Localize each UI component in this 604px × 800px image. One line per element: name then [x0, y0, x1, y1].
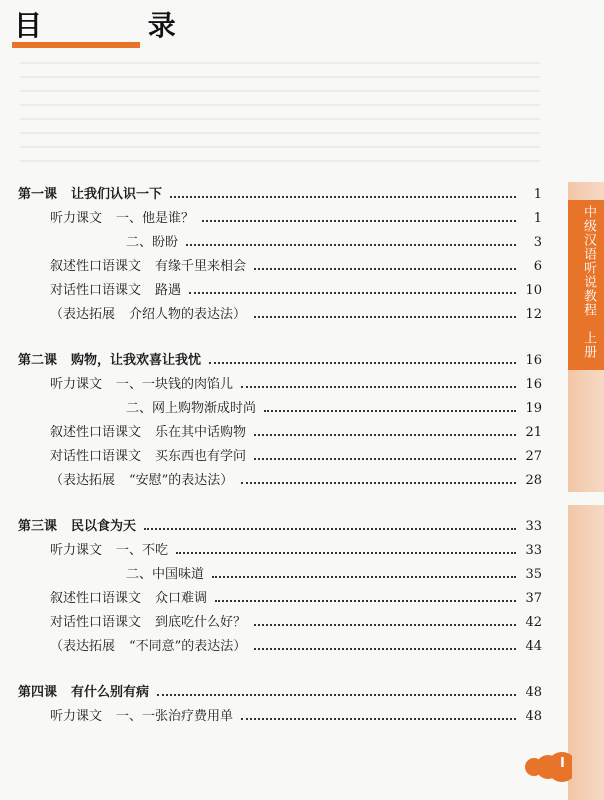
entry-type: 听力课文: [50, 211, 103, 226]
dot-leader: [212, 576, 516, 578]
page-ref: 19: [525, 401, 542, 416]
entry-title: “不同意”的表达法）: [129, 639, 247, 654]
entry-type: 对话性口语课文: [50, 615, 142, 630]
dot-leader: [264, 410, 516, 412]
toc-entry-row[interactable]: [50, 444, 542, 464]
lesson-heading: [18, 349, 201, 368]
entry-type: 听力课文: [50, 377, 103, 392]
entry-title: 有缘千里来相会: [155, 259, 247, 274]
lesson-number: 第三课: [18, 519, 58, 534]
entry-type: 叙述性口语课文: [50, 259, 142, 274]
toc-entry-row[interactable]: [50, 206, 542, 226]
page-number: I: [560, 756, 565, 771]
bleed-through-texture: [20, 62, 540, 172]
dot-leader: [189, 292, 516, 294]
dot-leader: [215, 600, 516, 602]
entry-type: （表达拓展: [50, 639, 116, 654]
page-ref: 12: [525, 307, 542, 322]
entry-type: 对话性口语课文: [50, 283, 142, 298]
entry-title: “安慰”的表达法）: [129, 473, 234, 488]
page-ref: 21: [525, 425, 542, 440]
page-ref: 48: [525, 709, 542, 724]
page-ref: 16: [525, 377, 542, 392]
dot-leader: [176, 552, 516, 554]
toc-entry-row[interactable]: [50, 634, 542, 654]
toc-entry-row[interactable]: [126, 562, 542, 582]
dot-leader: [254, 458, 516, 460]
page-ref: 33: [525, 543, 542, 558]
page-ref: 1: [533, 187, 542, 202]
entry-title: 众口难调: [155, 591, 208, 606]
entry-title: 二、网上购物渐成时尚: [126, 401, 257, 416]
title-underline: [12, 42, 140, 48]
side-tab-lower: [568, 505, 604, 800]
toc-entry-row[interactable]: [50, 610, 542, 630]
toc-entry-row[interactable]: [50, 372, 542, 392]
page-ref: 10: [525, 283, 542, 298]
lesson-title: 让我们认识一下: [71, 187, 163, 202]
page-ref: 33: [525, 519, 542, 534]
entry-title: 二、盼盼: [126, 235, 179, 250]
page-ref: 44: [525, 639, 542, 654]
toc-entry-row[interactable]: [50, 254, 542, 274]
toc-entry-row[interactable]: [126, 230, 542, 250]
dot-leader: [254, 434, 516, 436]
entry-type: （表达拓展: [50, 307, 116, 322]
entry-type: 听力课文: [50, 543, 103, 558]
entry-title: 一、一张治疗费用单: [116, 709, 234, 724]
lesson-heading: [18, 515, 136, 534]
lesson-title: 有什么别有病: [71, 685, 150, 700]
dot-leader: [254, 624, 516, 626]
lesson-heading: [18, 183, 162, 202]
page-ref: 16: [525, 353, 542, 368]
dot-leader: [157, 694, 516, 696]
toc-lesson-row[interactable]: [18, 514, 542, 534]
entry-title: 路遇: [155, 283, 182, 298]
dot-leader: [241, 482, 516, 484]
toc-entry-row[interactable]: [50, 704, 542, 724]
dot-leader: [209, 362, 516, 364]
page-ref: 1: [533, 211, 542, 226]
dot-leader: [241, 386, 516, 388]
entry-title: 乐在其中话购物: [155, 425, 247, 440]
entry-title: 一、不吃: [116, 543, 169, 558]
toc-entry-row[interactable]: [50, 538, 542, 558]
lesson-title: 购物，让我欢喜让我忧: [71, 353, 202, 368]
entry-title: 到底吃什么好？: [155, 615, 247, 630]
dot-leader: [170, 196, 516, 198]
entry-title: 介绍人物的表达法）: [129, 307, 247, 322]
toc-entry-row[interactable]: [50, 278, 542, 298]
entry-type: 叙述性口语课文: [50, 425, 142, 440]
toc-entry-row[interactable]: [50, 468, 542, 488]
page-ref: 48: [525, 685, 542, 700]
dot-leader: [144, 528, 516, 530]
toc-lesson-row[interactable]: [18, 680, 542, 700]
entry-type: 听力课文: [50, 709, 103, 724]
page-ref: 42: [525, 615, 542, 630]
toc-entry-row[interactable]: [50, 420, 542, 440]
toc-lesson-row[interactable]: [18, 182, 542, 202]
lesson-title: 民以食为天: [71, 519, 137, 534]
toc-lesson-row[interactable]: [18, 348, 542, 368]
page-ref: 27: [525, 449, 542, 464]
dot-leader: [202, 220, 516, 222]
lesson-number: 第四课: [18, 685, 58, 700]
page-ref: 6: [533, 259, 542, 274]
dot-leader: [241, 718, 516, 720]
page-ref: 35: [525, 567, 542, 582]
dot-leader: [254, 268, 516, 270]
entry-type: （表达拓展: [50, 473, 116, 488]
page-title: 目 录: [14, 9, 224, 42]
entry-title: 一、他是谁？: [116, 211, 195, 226]
entry-title: 一、一块钱的肉馅儿: [116, 377, 234, 392]
entry-type: 对话性口语课文: [50, 449, 142, 464]
lesson-number: 第一课: [18, 187, 58, 202]
toc-entry-row[interactable]: [126, 396, 542, 416]
dot-leader: [186, 244, 516, 246]
toc-entry-row[interactable]: [50, 586, 542, 606]
entry-title: 买东西也有学问: [155, 449, 247, 464]
page-ref: 28: [525, 473, 542, 488]
lesson-heading: [18, 681, 149, 700]
dot-leader: [254, 648, 516, 650]
entry-title: 二、中国味道: [126, 567, 205, 582]
entry-type: 叙述性口语课文: [50, 591, 142, 606]
dot-leader: [254, 316, 516, 318]
page-ref: 37: [525, 591, 542, 606]
lesson-number: 第二课: [18, 353, 58, 368]
page-ref: 3: [533, 235, 542, 250]
side-tab-label: 中级汉语听说教程 上册: [581, 205, 596, 359]
toc-entry-row[interactable]: [50, 302, 542, 322]
